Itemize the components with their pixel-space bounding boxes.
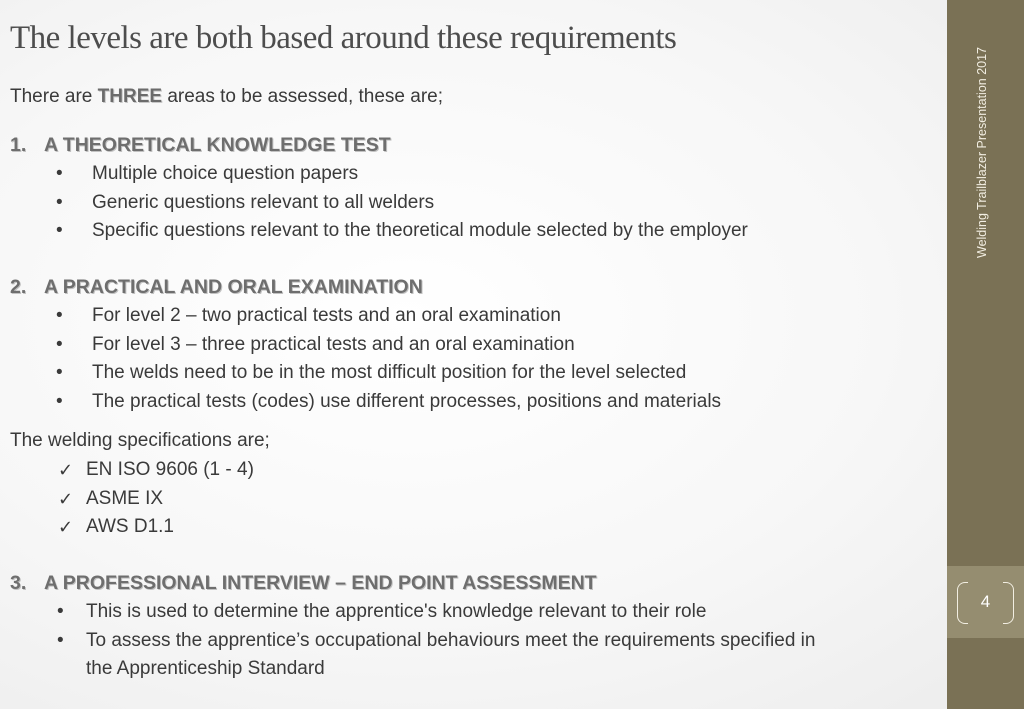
checkmark-icon: ✓ bbox=[58, 460, 74, 480]
section-2-number: 2. bbox=[10, 276, 27, 298]
intro-after: areas to be assessed, these are; bbox=[162, 86, 444, 107]
list-item-text: To assess the apprentice’s occupational behaviours meet the requirements specified in bbox=[86, 629, 816, 651]
bullet-icon: • bbox=[57, 629, 64, 651]
section-3-bullets bbox=[0, 598, 815, 684]
section-2-title: A PRACTICAL AND ORAL EXAMINATION bbox=[44, 276, 423, 298]
list-item bbox=[0, 485, 254, 514]
list-item bbox=[0, 302, 721, 331]
bullet-icon: • bbox=[56, 220, 63, 241]
list-item-text: For level 3 – three practical tests and an oral examination bbox=[92, 333, 575, 355]
sidebar-vertical-text: Welding Trailblazer Presentation 2017 bbox=[975, 46, 989, 258]
list-item bbox=[0, 160, 748, 189]
bullet-icon: • bbox=[56, 163, 63, 184]
list-item-text: AWS D1.1 bbox=[86, 516, 174, 537]
slide-title: The levels are both based around these requirements bbox=[10, 20, 677, 56]
bullet-icon: • bbox=[56, 191, 63, 213]
section-1-title: A THEORETICAL KNOWLEDGE TEST bbox=[44, 134, 391, 156]
list-item-text: Specific questions relevant to the theoretical module selected by the employer bbox=[92, 220, 748, 241]
list-item-text: Multiple choice question papers bbox=[92, 163, 359, 184]
list-item bbox=[0, 189, 748, 218]
list-item-text: For level 2 – two practical tests and an oral examination bbox=[92, 305, 561, 326]
list-item-text: This is used to determine the apprentice's knowledge relevant to their role bbox=[86, 601, 707, 622]
section-3-heading bbox=[10, 572, 597, 595]
bullet-icon: • bbox=[56, 390, 63, 412]
list-item bbox=[0, 388, 721, 417]
list-item-text: ASME IX bbox=[86, 487, 164, 509]
list-item bbox=[0, 513, 254, 542]
list-item-continuation bbox=[0, 655, 815, 684]
checkmark-icon: ✓ bbox=[58, 488, 74, 509]
list-item bbox=[0, 359, 721, 388]
page-number-box bbox=[947, 566, 1024, 638]
section-1-heading bbox=[10, 134, 391, 157]
bullet-icon: • bbox=[57, 601, 64, 622]
bullet-icon: • bbox=[56, 333, 63, 355]
list-item bbox=[0, 456, 254, 485]
section-2-bullets bbox=[0, 302, 721, 416]
list-item bbox=[0, 627, 815, 656]
section-2-heading bbox=[10, 276, 423, 299]
list-item-text: The welds need to be in the most difficult position for the level selected bbox=[92, 362, 687, 383]
intro-text bbox=[10, 86, 443, 108]
list-item-text: EN ISO 9606 (1 - 4) bbox=[86, 459, 254, 480]
section-1-number: 1. bbox=[10, 134, 27, 156]
checkmark-icon: ✓ bbox=[58, 517, 74, 537]
list-item-text: the Apprenticeship Standard bbox=[86, 658, 325, 679]
specs-list bbox=[0, 456, 254, 542]
list-item bbox=[0, 217, 748, 246]
page-number: 4 bbox=[980, 592, 991, 611]
section-3-title: A PROFESSIONAL INTERVIEW – END POINT ASSESSMENT bbox=[44, 572, 597, 594]
bullet-icon: • bbox=[56, 362, 63, 383]
section-3-number: 3. bbox=[10, 572, 27, 594]
list-item-text: Generic questions relevant to all welders bbox=[92, 191, 435, 213]
list-item bbox=[0, 598, 815, 627]
list-item-text: The practical tests (codes) use different processes, positions and materials bbox=[92, 390, 722, 412]
bullet-icon: • bbox=[56, 305, 63, 326]
intro-highlight: THREE bbox=[97, 86, 163, 107]
specs-intro: The welding specifications are; bbox=[10, 430, 270, 451]
section-1-bullets bbox=[0, 160, 748, 246]
list-item bbox=[0, 331, 721, 360]
intro-before: There are bbox=[10, 86, 98, 107]
